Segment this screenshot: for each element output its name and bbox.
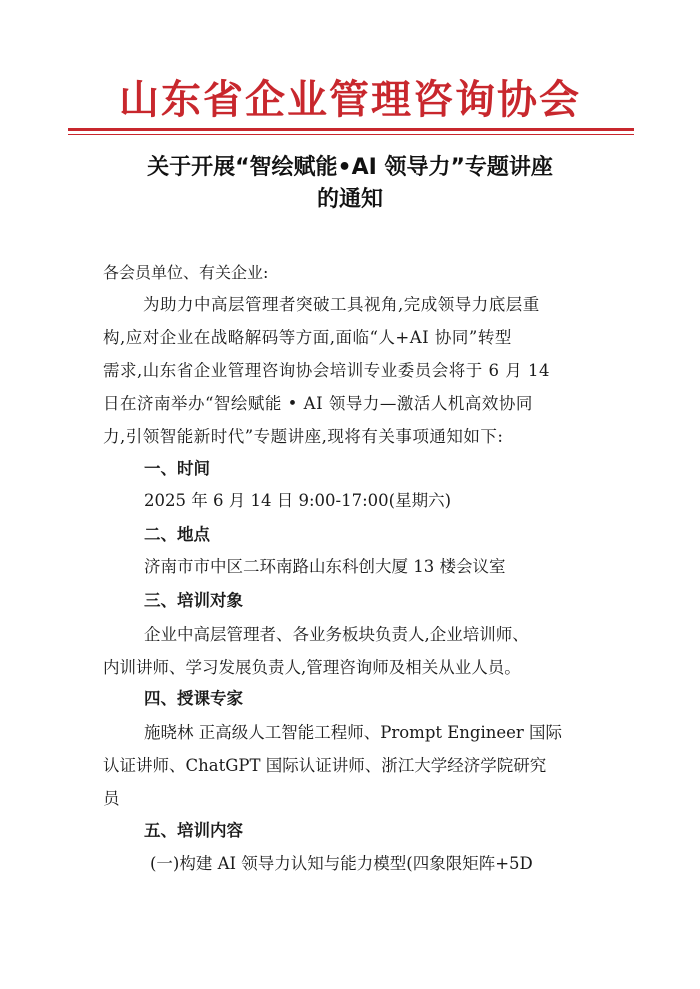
audience-line: 企业中高层管理者、各业务板块负责人,企业培训师、: [144, 625, 529, 644]
letterhead-rule-thin: [68, 134, 634, 135]
notice-title-line1: 关于开展“智绘赋能•AI 领导力”专题讲座: [147, 155, 553, 180]
section-audience-heading: 三、培训对象: [144, 591, 243, 610]
section-audience-text: [103, 618, 529, 684]
section-content-heading: 五、培训内容: [144, 821, 243, 840]
section-time-text: 2025 年 6 月 14 日 9:00-17:00(星期六): [144, 491, 452, 510]
expert-line: 施晓林 正高级人工智能工程师、Prompt Engineer 国际: [144, 723, 563, 742]
expert-line: 认证讲师、ChatGPT 国际认证讲师、浙江大学经济学院研究: [103, 756, 547, 775]
section-expert-text: [103, 716, 562, 815]
letterhead-rule-thick: [68, 128, 634, 131]
section-content-item1: (一)构建 AI 领导力认知与能力模型(四象限矩阵+5D: [150, 854, 533, 873]
section-time-heading: 一、时间: [144, 459, 210, 478]
intro-line: 日在济南举办“智绘赋能 • AI 领导力—激活人机高效协同: [103, 394, 533, 413]
intro-line: 需求,山东省企业管理咨询协会培训专业委员会将于 6 月 14: [103, 361, 550, 380]
organization-letterhead: 山东省企业管理咨询协会: [119, 76, 581, 123]
section-place-text: 济南市市中区二环南路山东科创大厦 13 楼会议室: [144, 557, 506, 576]
intro-line: 力,引领智能新时代”专题讲座,现将有关事项通知如下:: [103, 427, 504, 446]
section-place-heading: 二、地点: [144, 525, 210, 544]
expert-line: 员: [103, 789, 120, 808]
section-expert-heading: 四、授课专家: [144, 689, 243, 708]
notice-title-line2: 的通知: [316, 187, 383, 212]
audience-line: 内训讲师、学习发展负责人,管理咨询师及相关从业人员。: [103, 658, 521, 677]
intro-line: 构,应对企业在战略解码等方面,面临“人+AI 协同”转型: [103, 328, 512, 347]
salutation: 各会员单位、有关企业:: [103, 263, 269, 282]
intro-line: 为助力中高层管理者突破工具视角,完成领导力底层重: [143, 295, 540, 314]
notice-title: [60, 152, 640, 216]
intro-paragraph: [103, 288, 603, 453]
